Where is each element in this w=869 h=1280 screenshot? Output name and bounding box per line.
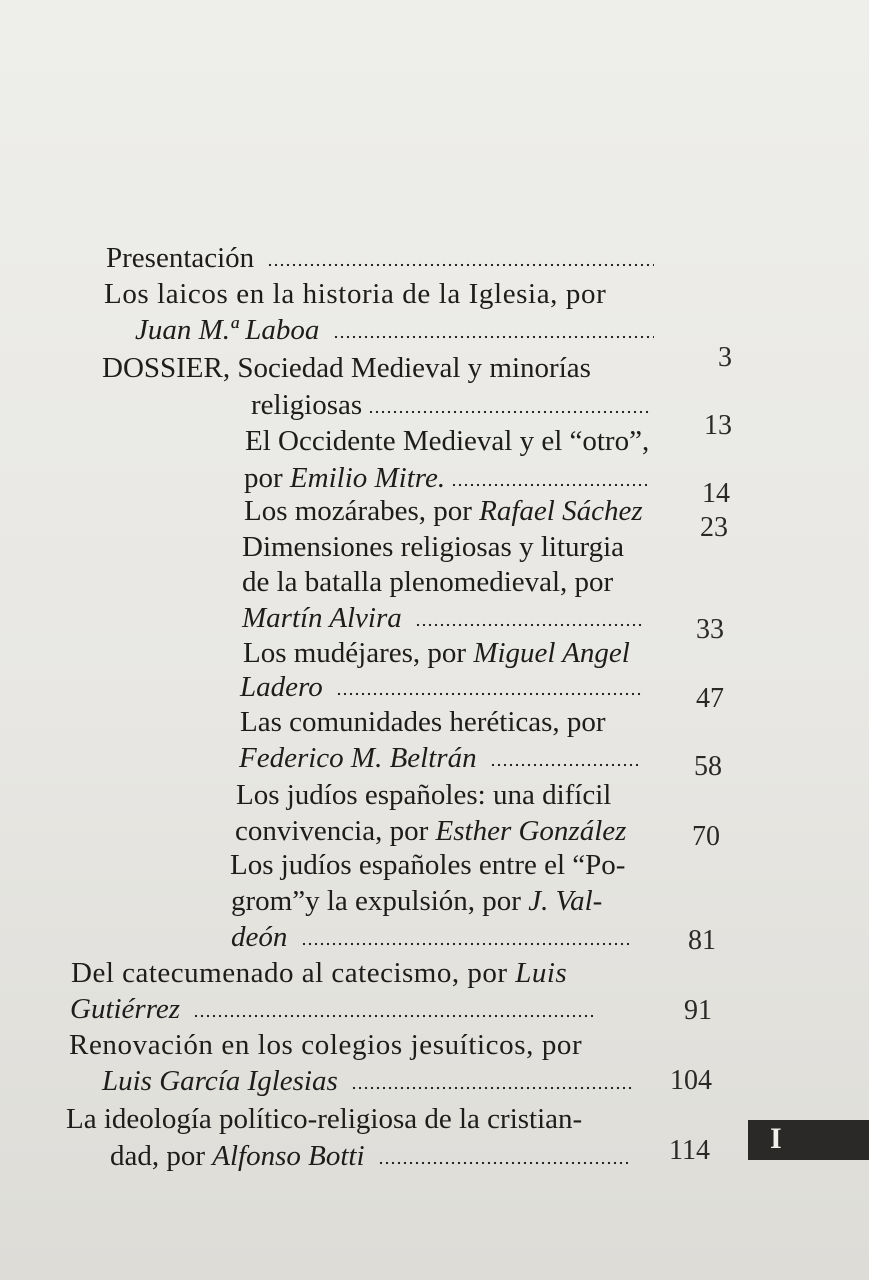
toc-entry-mudejares <box>243 636 663 670</box>
toc-page-number: 81 <box>688 925 716 956</box>
toc-entry-author: Federico M. Beltrán <box>239 742 484 774</box>
toc-entry-laicos <box>104 277 664 311</box>
toc-entry-title: Renovación en los colegios jesuíticos, por <box>69 1029 583 1061</box>
toc-entry-author: Juan M.ª Laboa <box>135 314 327 346</box>
toc-entry-judios-2-line2 <box>231 884 651 918</box>
toc-entry-title: DOSSIER, Sociedad Medieval y minorías <box>102 352 591 384</box>
toc-entry-renovacion <box>69 1028 649 1062</box>
toc-entry-title: Los laicos en la historia de la Iglesia, por <box>104 278 607 310</box>
toc-entry-title: Las comunidades heréticas, por <box>240 706 606 738</box>
toc-entry-judios-1-author <box>235 814 655 848</box>
toc-page-number: 114 <box>669 1135 710 1166</box>
toc-entry-author: Gutiérrez <box>70 993 188 1025</box>
toc-entry-author: deón <box>231 921 295 953</box>
toc-entry-author: Martín Alvira <box>242 602 410 634</box>
toc-entry-title: por <box>244 462 290 494</box>
toc-entry-author: J. Val- <box>528 885 603 917</box>
toc-entry-judios-1 <box>236 778 656 812</box>
toc-entry-author: Luis García Iglesias <box>102 1065 346 1097</box>
toc-entry-dimensiones-2 <box>242 565 662 599</box>
toc-entry-title: Los mozárabes, por <box>244 495 480 527</box>
dot-leader <box>415 623 644 627</box>
toc-page-number: 23 <box>700 512 728 543</box>
toc-page-number: 47 <box>696 683 724 714</box>
dot-leader <box>368 410 651 414</box>
dot-leader <box>193 1014 595 1018</box>
toc-entry-title: Dimensiones religiosas y liturgia <box>242 531 625 563</box>
toc-page-number: 70 <box>692 821 720 852</box>
toc-page-number: 14 <box>702 478 730 509</box>
toc-entry-title: Los mudéjares, por <box>243 637 474 669</box>
toc-page-number: 104 <box>670 1065 712 1096</box>
toc-entry-title: Los judíos españoles: una difícil <box>236 779 612 811</box>
toc-entry-title: dad, por <box>110 1140 213 1172</box>
toc-entry-ideologia-author <box>110 1139 628 1173</box>
toc-entry-hereticas-author <box>239 741 641 775</box>
toc-entry-mudejares-author <box>240 670 642 704</box>
section-tab-label: I <box>770 1122 782 1155</box>
dot-leader <box>333 335 654 339</box>
toc-entry-judios-2 <box>230 848 650 882</box>
toc-entry-judios-2-author <box>231 920 631 954</box>
toc-entry-dossier <box>102 351 662 385</box>
toc-page-number: 3 <box>718 342 732 373</box>
toc-entry-title: religiosas <box>251 389 363 421</box>
toc-entry-dimensiones <box>242 530 662 564</box>
toc-entry-catecumenado <box>71 956 641 990</box>
toc-entry-title: El Occidente Medieval y el “otro”, <box>245 425 650 457</box>
toc-page-number: 58 <box>694 751 722 782</box>
toc-entry-author: Esther González <box>435 815 627 847</box>
toc-entry-dimensiones-author <box>242 601 644 635</box>
toc-entry-author: Alfonso Botti <box>212 1140 372 1172</box>
dot-leader <box>351 1086 632 1090</box>
section-tab <box>748 1120 869 1160</box>
toc-entry-title: grom”y la expulsión, por <box>231 885 529 917</box>
toc-entry-hereticas <box>240 705 660 739</box>
toc-page-number: 13 <box>704 410 732 441</box>
toc-entry-occidente <box>245 424 665 458</box>
toc-entry-title: Presentación <box>106 242 262 274</box>
toc-entry-title: de la batalla plenomedieval, por <box>242 566 614 598</box>
toc-entry-author: Rafael Sáchez <box>479 495 643 527</box>
toc-entry-title: Los judíos españoles entre el “Po- <box>230 849 626 881</box>
toc-page-number: 91 <box>684 995 712 1026</box>
dot-leader <box>267 263 654 267</box>
toc-entry-ideologia <box>66 1102 646 1136</box>
dot-leader <box>301 942 631 946</box>
toc-entry-dossier-2 <box>251 388 651 422</box>
dot-leader <box>336 692 642 696</box>
dot-leader <box>490 763 641 767</box>
toc-entry-author: Miguel Angel <box>473 637 630 669</box>
toc-entry-mozarabes <box>244 494 664 528</box>
toc-entry-title: Del catecumenado al catecismo, por <box>71 957 516 989</box>
toc-entry-author: Ladero <box>240 671 330 703</box>
toc-entry-title: convivencia, por <box>235 815 436 847</box>
toc-entry-catecumenado-author <box>70 992 595 1026</box>
toc-page-number: 33 <box>696 614 724 645</box>
toc-entry-occidente-author <box>244 461 650 495</box>
dot-leader <box>378 1161 628 1165</box>
toc-entry-renovacion-author <box>102 1064 632 1098</box>
toc-entry-laicos-author <box>135 313 654 347</box>
dot-leader <box>451 483 650 487</box>
toc-entry-author: Emilio Mitre. <box>289 462 446 494</box>
toc-entry-title: La ideología político-religiosa de la cristian- <box>66 1103 583 1135</box>
toc-entry-presentacion <box>106 241 654 275</box>
toc-entry-author: Luis <box>515 957 568 989</box>
